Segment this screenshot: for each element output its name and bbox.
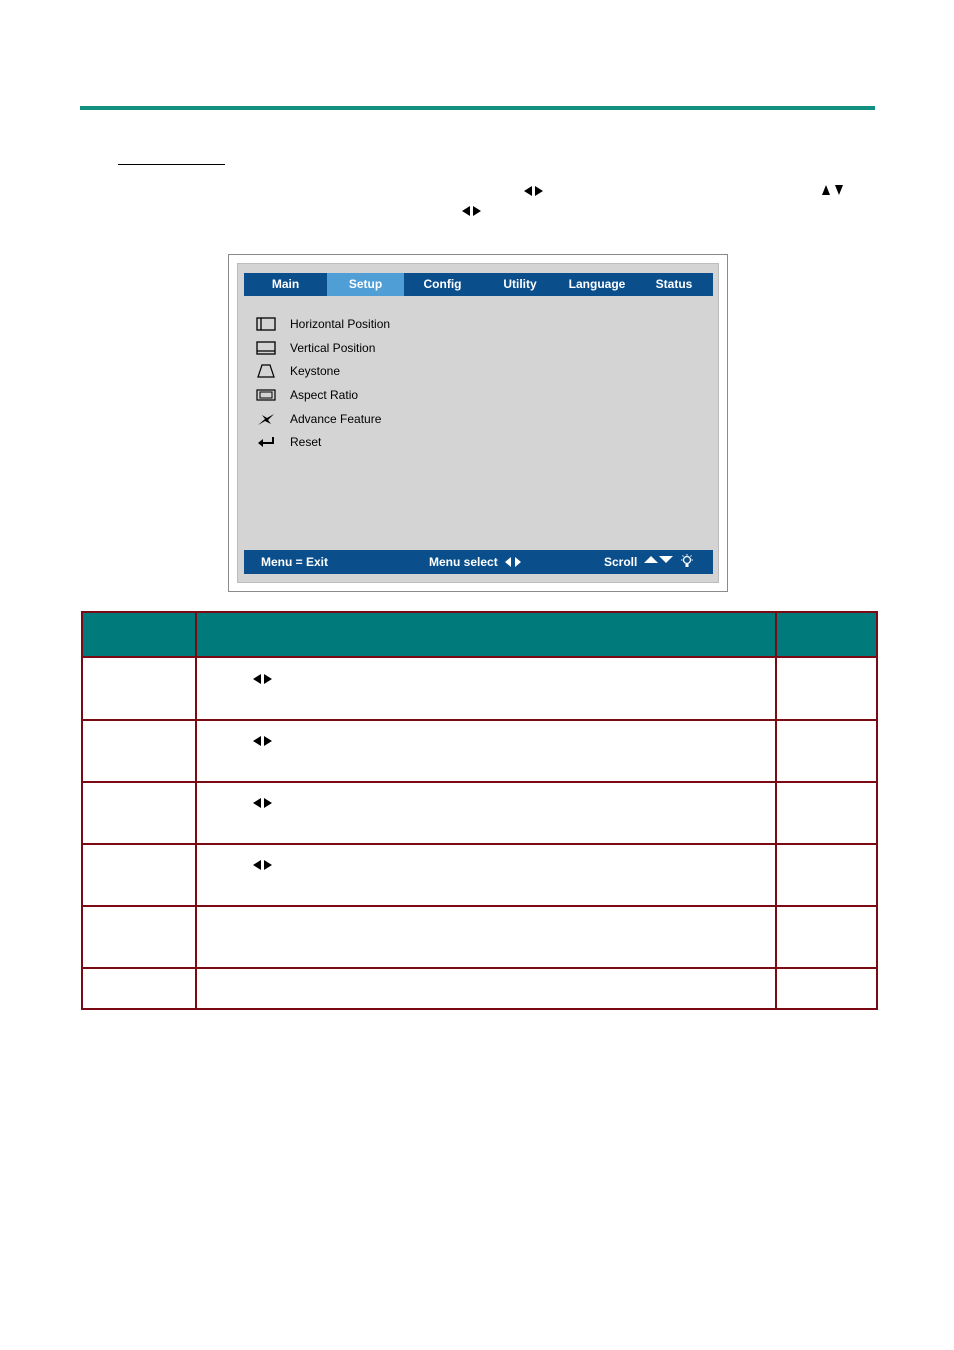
menu-item-advance-feature[interactable]: Advance Feature [255,407,390,431]
menu-item-vertical-position[interactable]: Vertical Position [255,336,390,360]
left-right-arrow-icon [505,557,521,567]
vertical-position-icon [255,340,277,356]
menu-item-aspect-ratio[interactable]: Aspect Ratio [255,383,390,407]
left-right-arrow-icon [253,860,272,870]
tab-setup[interactable]: Setup [327,273,404,296]
settings-table [81,611,878,1010]
top-rule [80,106,875,110]
table-header [83,613,876,656]
left-right-arrow-icon [253,798,272,808]
section-heading-underline [118,164,225,165]
footer-select-label: Menu select [429,555,498,569]
tab-utility[interactable]: Utility [503,277,537,291]
osd-screenshot [228,254,728,592]
osd-tab-bar [244,273,713,296]
tab-main[interactable]: Main [271,277,300,291]
left-right-arrow-icon [524,186,543,196]
advance-feature-icon [255,411,277,427]
left-right-arrow-icon [253,736,272,746]
up-down-arrow-icon [644,556,673,563]
footer-exit-label: Menu = Exit [261,555,329,569]
tab-language[interactable]: Language [568,277,626,291]
up-down-arrow-icon [822,185,843,195]
menu-item-horizontal-position[interactable]: Horizontal Position [255,312,390,336]
menu-item-keystone[interactable]: Keystone [255,359,390,383]
tab-status[interactable]: Status [655,277,693,291]
keystone-icon [255,363,277,379]
tab-config[interactable]: Config [423,277,462,291]
menu-item-reset[interactable]: Reset [255,430,390,454]
reset-icon [255,434,277,450]
aspect-ratio-icon [255,387,277,403]
osd-menu [237,263,719,583]
left-right-arrow-icon [253,674,272,684]
left-right-arrow-icon [462,206,481,216]
osd-menu-list [255,312,390,454]
lightbulb-icon [680,554,694,573]
osd-footer [244,550,713,574]
footer-scroll-label: Scroll [604,555,638,569]
horizontal-position-icon [255,316,277,332]
